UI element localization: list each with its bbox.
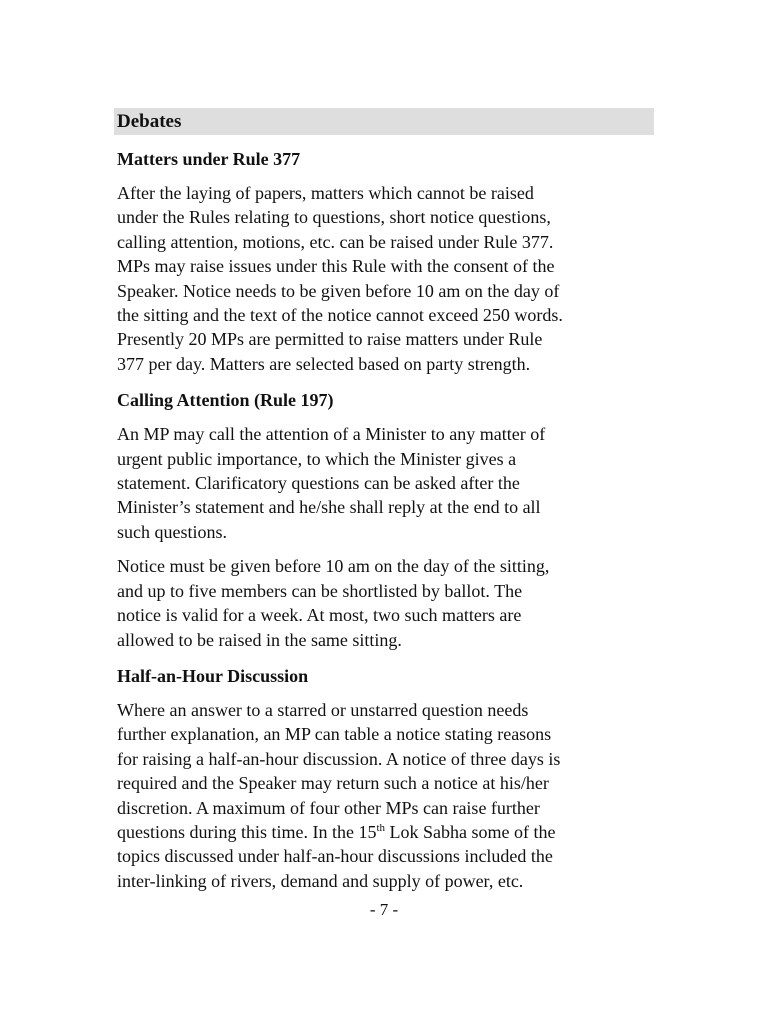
section-header-bar: [114, 108, 654, 135]
text-line: MPs may raise issues under this Rule with the consent of the: [117, 256, 555, 277]
text-line-with-superscript: [117, 820, 654, 844]
text-line: discretion. A maximum of four other MPs can raise further: [117, 797, 540, 818]
paragraph-calling-attention-2: [117, 554, 654, 652]
text-line: further explanation, an MP can table a notice stating reasons: [117, 724, 552, 745]
text-line: Where an answer to a starred or unstarred question needs: [117, 699, 529, 720]
text-line: Presently 20 MPs are permitted to raise matters under Rule: [117, 329, 543, 350]
text-line: required and the Speaker may return such a notice at his/her: [117, 773, 549, 794]
ordinal-superscript: th: [376, 821, 386, 834]
text-line: Speaker. Notice needs to be given before 10 am on the day of: [117, 280, 560, 301]
text-line: for raising a half-an-hour discussion. A notice of three days is: [117, 748, 561, 769]
text-line: calling attention, motions, etc. can be raised under Rule 377.: [117, 231, 554, 252]
text-line: the sitting and the text of the notice cannot exceed 250 words.: [117, 305, 563, 326]
heading-half-hour-discussion: Half-an-Hour Discussion: [117, 665, 309, 686]
text-line: Notice must be given before 10 am on the day of the sitting,: [117, 556, 550, 577]
text-line: After the laying of papers, matters which cannot be raised: [117, 183, 534, 203]
text-line: allowed to be raised in the same sitting.: [117, 629, 402, 650]
paragraph-calling-attention-1: [117, 422, 654, 544]
text-line: topics discussed under half-an-hour discussions included the: [117, 846, 553, 867]
paragraph-rule-377: [117, 181, 654, 376]
text-line: statement. Clarificatory questions can be asked after the: [117, 473, 520, 494]
text-line: under the Rules relating to questions, short notice questions,: [117, 207, 551, 228]
text-fragment: questions during this time. In the 15: [117, 821, 377, 842]
text-line: 377 per day. Matters are selected based on party strength.: [117, 353, 531, 374]
page-number: - 7 -: [369, 900, 399, 919]
document-page: [117, 108, 654, 893]
heading-calling-attention: Calling Attention (Rule 197): [117, 390, 334, 411]
text-line: An MP may call the attention of a Minister to any matter of: [117, 424, 546, 445]
text-line: Minister’s statement and he/she shall reply at the end to all: [117, 497, 541, 518]
text-line: urgent public importance, to which the Minister gives a: [117, 448, 517, 469]
text-line: such questions.: [117, 521, 227, 542]
text-line: inter-linking of rivers, demand and supply of power, etc.: [117, 870, 524, 891]
text-line: and up to five members can be shortlisted by ballot. The: [117, 580, 523, 601]
heading-rule-377: Matters under Rule 377: [117, 149, 301, 169]
text-line: notice is valid for a week. At most, two such matters are: [117, 605, 522, 626]
text-fragment: Lok Sabha some of the: [385, 821, 556, 842]
section-title: Debates: [117, 110, 182, 132]
paragraph-half-hour-discussion: [117, 698, 654, 893]
